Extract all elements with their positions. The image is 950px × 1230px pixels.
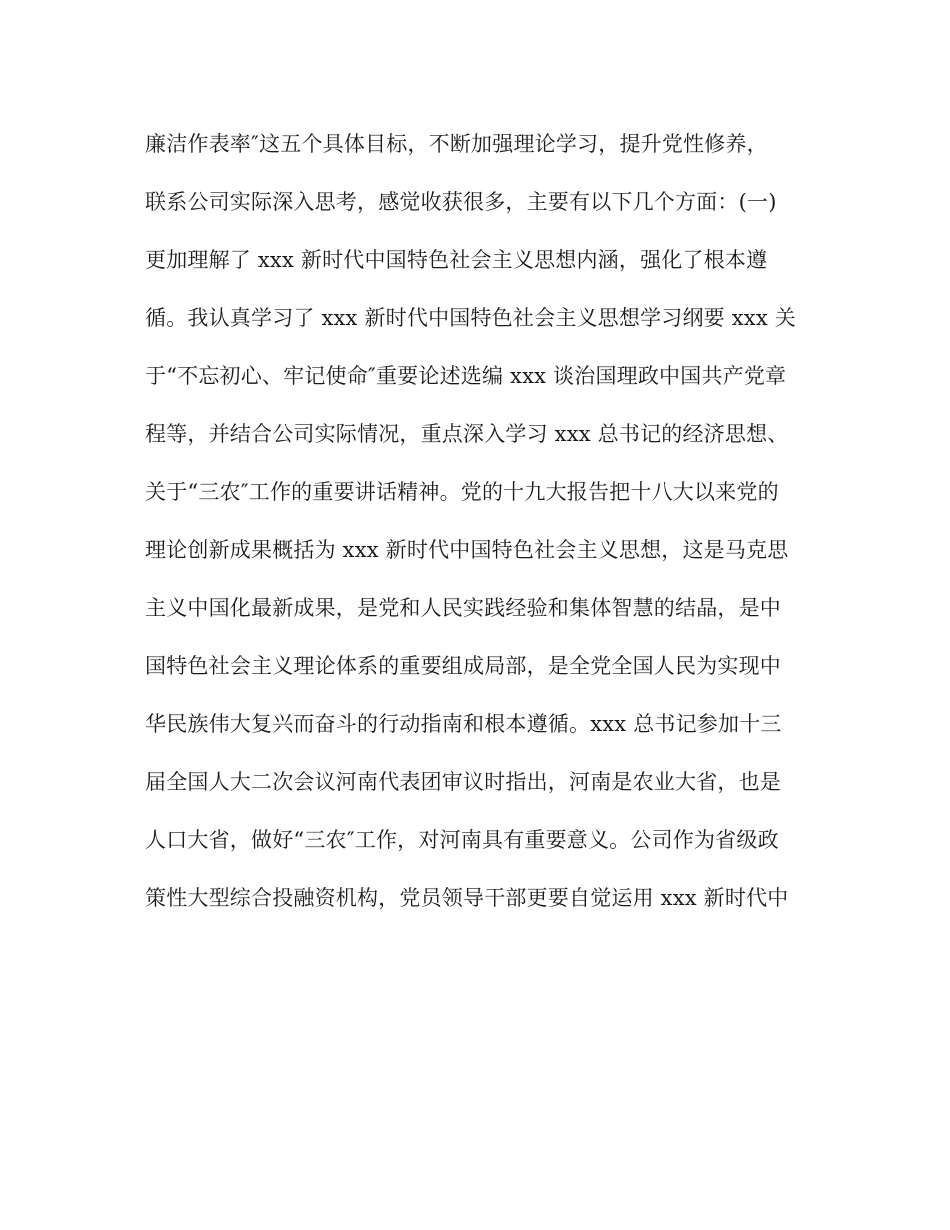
text-line: 于“不忘初心、牢记使命″重要论述选编 xxx 谈治国理政中国共产党章 xyxy=(145,364,787,388)
text-line: 理论创新成果概括为 xxx 新时代中国特色社会主义思想，这是马克思 xyxy=(145,538,789,562)
text-line: 联系公司实际深入思考，感觉收获很多，主要有以下几个方面：(一) xyxy=(145,190,777,214)
text-line: 华民族伟大复兴而奋斗的行动指南和根本遵循。xxx 总书记参加十三 xyxy=(145,712,782,736)
text-line: 程等，并结合公司实际情况，重点深入学习 xxx 总书记的经济思想、 xyxy=(145,422,789,446)
text-line: 国特色社会主义理论体系的重要组成局部，是全党全国人民为实现中 xyxy=(145,654,781,678)
text-line: 策性大型综合投融资机构，党员领导干部更要自觉运用 xxx 新时代中 xyxy=(145,886,789,910)
text-line: 廉洁作表率″这五个具体目标，不断加强理论学习，提升党性修养， xyxy=(145,132,768,156)
text-line: 循。我认真学习了 xxx 新时代中国特色社会主义思想学习纲要 xxx 关 xyxy=(145,306,796,330)
body-paragraph xyxy=(145,122,825,934)
text-line: 主义中国化最新成果，是党和人民实践经验和集体智慧的结晶，是中 xyxy=(145,596,781,620)
text-line: 关于“三农″工作的重要讲话精神。党的十九大报告把十八大以来党的 xyxy=(145,480,779,504)
text-line: 届全国人大二次会议河南代表团审议时指出，河南是农业大省，也是 xyxy=(145,770,781,794)
text-line: 人口大省，做好“三农″工作，对河南具有重要意义。公司作为省级政 xyxy=(145,828,779,852)
text-line: 更加理解了 xxx 新时代中国特色社会主义思想内涵，强化了根本遵 xyxy=(145,248,768,272)
